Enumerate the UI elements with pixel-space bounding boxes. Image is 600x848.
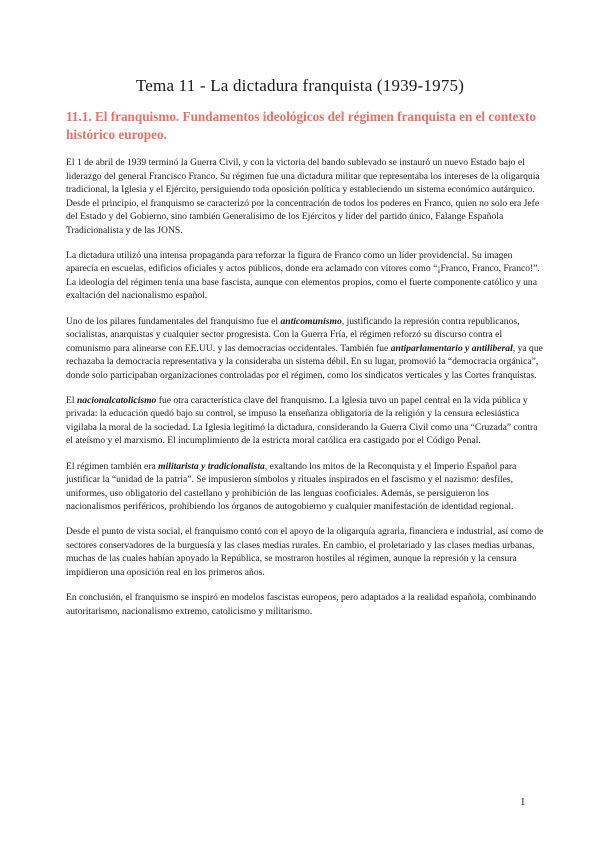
section-heading: 11.1. El franquismo. Fundamentos ideológicos del régimen franquista en el contexto histórico europeo.	[66, 109, 536, 142]
paragraph	[66, 460, 546, 514]
paragraph-text: El régimen también era	[66, 460, 159, 472]
paragraph	[66, 591, 546, 618]
paragraph-text: , justificando la represión contra republicanos, socialistas, anarquistas y cualquier sector progresista. Con la Guerra Fría, el régimen reforzó su discurso contra el comunismo para alinearse con EE.UU. y las democracias occidentales. También fue	[66, 315, 520, 354]
page-title: Tema 11 - La dictadura franquista (1939-1975)	[135, 76, 465, 95]
paragraph-text: , exaltando los mitos de la Reconquista y el Imperio Español para justificar la “unidad de la patria”. Se impusieron símbolos y rituales inspirados en el fascismo y el nazismo: desfiles, uniformes, uso obligatorio del castellano y prohibición de las lenguas cooficiales. Además, se persiguieron los nacionalismos periféricos, prohibiendo los órganos de autogobierno y cualquier manifestación de identidad regional.	[66, 460, 517, 513]
page-number: 1	[520, 796, 526, 808]
paragraph	[66, 315, 546, 383]
paragraph-text: fue otra característica clave del franquismo. La Iglesia tuvo un papel central en la vida pública y privada: la educación quedó bajo su control, se impuso la enseñanza obligatoria de la religión y la censura eclesiástica vigilaba la moral de la sociedad. La Iglesia legitimó la dictadura, considerando la Guerra Civil como una “Cruzada” contra el ateísmo y el marxismo. El incumplimiento de la estricta moral católica era castigado por el Código Penal.	[66, 394, 538, 447]
emphasized-term: nacionalcatolicismo	[76, 394, 157, 406]
emphasized-term: antiparlamentario y antiliberal	[390, 342, 513, 354]
paragraph-text: , ya que rechazaba la democracia representativa y la consideraba un sistema débil. En su lugar, promovió la “democracia orgánica”, donde solo participaban organizaciones controladas por el régimen, como los sindicatos verticales y las Cortes franquistas.	[66, 342, 543, 381]
paragraph-text: En conclusión, el franquismo se inspiró en modelos fascistas europeos, pero adaptados a la realidad española, combinando autoritarismo, nacionalismo extremo, catolicismo y militarismo.	[66, 592, 537, 617]
paragraph-text: El	[66, 394, 77, 406]
paragraph	[66, 249, 546, 303]
paragraph-text: Uno de los pilares fundamentales del franquismo fue el	[66, 315, 281, 327]
emphasized-term: anticomunismo	[280, 315, 342, 327]
body-text	[66, 156, 546, 630]
emphasized-term: militarista y tradicionalista	[158, 460, 265, 472]
paragraph-text: Desde el punto de vista social, el franquismo contó con el apoyo de la oligarquía agraria, financiera e industrial, así como de sectores conservadores de la burguesía y las clases medias rurales. En cambio, el proletariado y las clases medias urbanas, muchas de las cuales habían apoyado la República, se mostraron hostiles al régimen, aunque la represión y la censura impidieron una oposición real en los primeros años.	[66, 526, 544, 578]
paragraph-text: El 1 de abril de 1939 terminó la Guerra Civil, y con la victoria del bando sublevado se instauró un nuevo Estado bajo el liderazgo del general Francisco Franco. Su régimen fue una dictadura militar que representaba los intereses de la oligarquía tradicional, la Iglesia y el Ejército, persiguiendo toda oposición política y estableciendo un sistema económico autárquico. Desde el principio, el franquismo se caracterizó por la concentración de todos los poderes en Franco, quien no solo era Jefe del Estado y del Gobierno, sino también Generalísimo de los Ejércitos y líder del partido único, Falange Española Tradicionalista y de las JONS.	[66, 157, 540, 236]
paragraph	[66, 156, 546, 237]
paragraph	[66, 525, 546, 579]
paragraph-text: La dictadura utilizó una intensa propaganda para reforzar la figura de Franco como un líder providencial. Su imagen aparecía en escuelas, edificios oficiales y actos públicos, donde era aclamado con vítores como “¡Franco, Franco, Franco!”. La ideología del régimen tenía una base fascista, aunque con elementos propios, como el fuerte componente católico y una exaltación del nacionalismo español.	[66, 249, 540, 302]
paragraph	[66, 394, 546, 448]
